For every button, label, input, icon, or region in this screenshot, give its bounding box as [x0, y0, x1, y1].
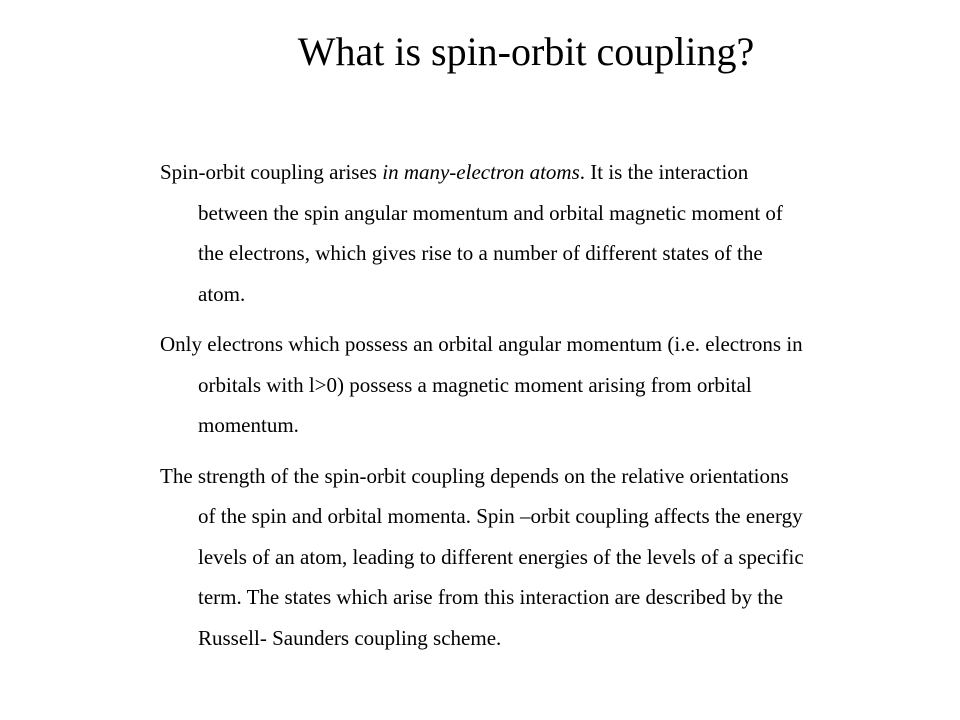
paragraph-line: The strength of the spin-orbit coupling depends on the relative orientations: [160, 463, 789, 488]
slide-title: What is spin-orbit coupling?: [297, 29, 755, 74]
paragraph-line: the electrons, which gives rise to a number of different states of the: [198, 241, 763, 265]
paragraph-line: term. The states which arise from this interaction are described by the: [198, 585, 784, 609]
paragraph-line: [160, 152, 940, 193]
slide-body: [160, 152, 940, 668]
paragraph-line: orbitals with l>0) possess a magnetic moment arising from orbital: [198, 372, 752, 397]
paragraph-2: [160, 324, 940, 446]
paragraph-line: momentum.: [198, 413, 299, 437]
paragraph-line: between the spin angular momentum and orbital magnetic moment of: [198, 200, 783, 225]
paragraph-3: [160, 456, 940, 659]
emphasis-text: in many-electron atoms: [382, 160, 580, 184]
paragraph-line: of the spin and orbital momenta. Spin –orbit coupling affects the energy: [198, 504, 803, 528]
paragraph-line: levels of an atom, leading to different energies of the levels of a specific: [198, 544, 804, 569]
line-text: Spin-orbit coupling arises: [160, 160, 383, 184]
paragraph-line: atom.: [198, 281, 246, 306]
paragraph-line: Russell- Saunders coupling scheme.: [198, 625, 502, 650]
paragraph-line: Only electrons which possess an orbital angular momentum (i.e. electrons in: [160, 332, 803, 356]
line-text: . It is the interaction: [579, 160, 749, 184]
paragraph-1: [160, 152, 940, 314]
